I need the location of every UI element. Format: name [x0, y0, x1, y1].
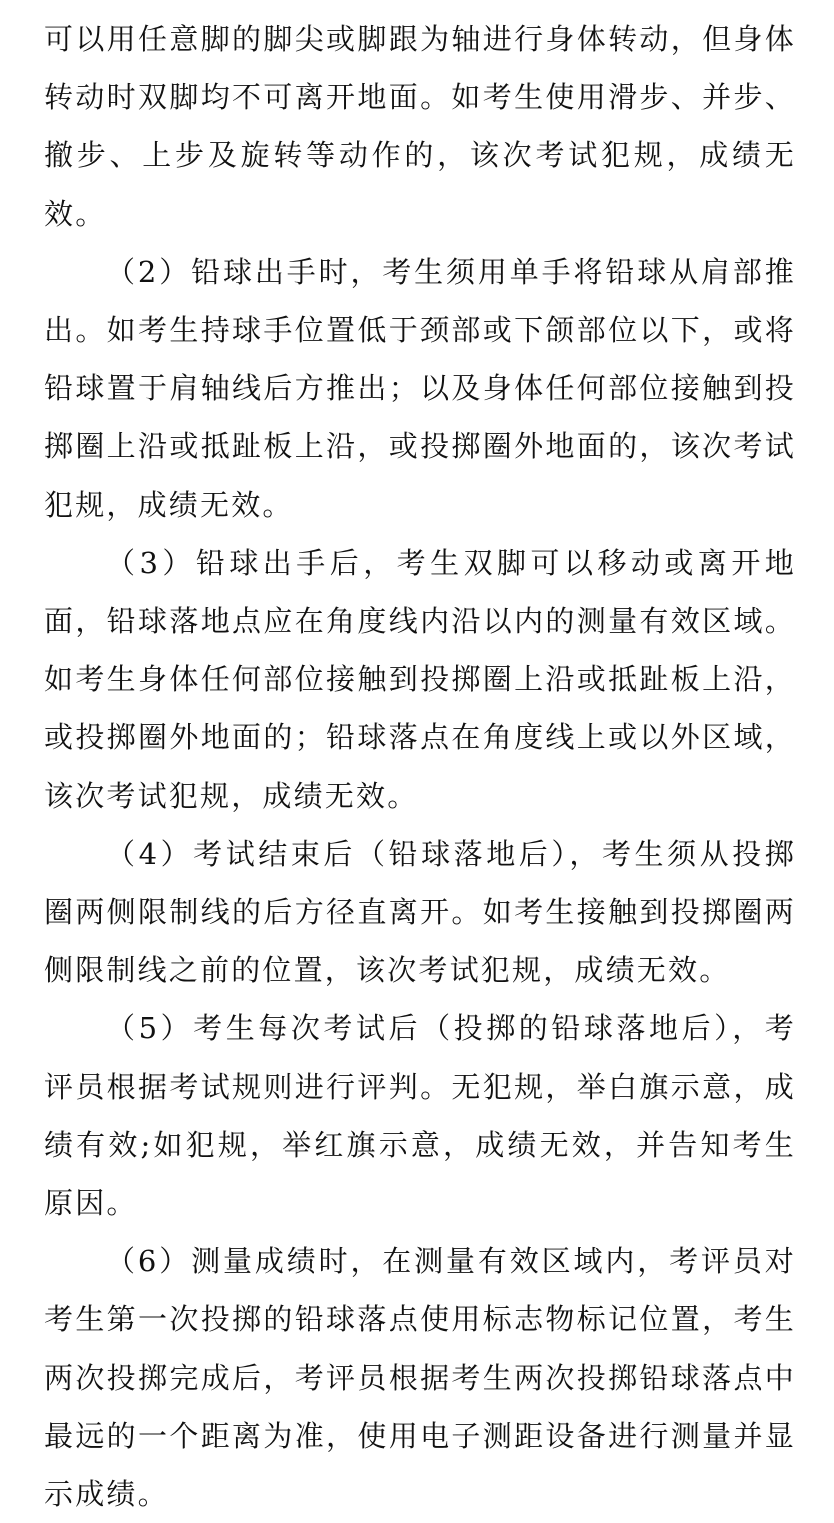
paragraph-continuation: 可以用任意脚的脚尖或脚跟为轴进行身体转动，但身体转动时双脚均不可离开地面。如考生使用滑步、并步、撤步、上步及旋转等动作的，该次考试犯规，成绩无效。 [44, 22, 796, 231]
paragraph-rule-2: （2）铅球出手时，考生须用单手将铅球从肩部推出。如考生持球手位置低于颈部或下颌部位以下，或将铅球置于肩轴线后方推出；以及身体任何部位接触到投掷圈上沿或抵趾板上沿，或投掷圈外地面的，该次考试犯规，成绩无效。 [44, 254, 796, 522]
paragraph-rule-6: （6）测量成绩时，在测量有效区域内，考评员对考生第一次投掷的铅球落点使用标志物标记位置，考生两次投掷完成后，考评员根据考生两次投掷铅球落点中最远的一个距离为准，使用电子测距设备进行测量并显示成绩。 [44, 1244, 796, 1512]
paragraph-rule-4: （4）考试结束后（铅球落地后），考生须从投掷圈两侧限制线的后方径直离开。如考生接触到投掷圈两侧限制线之前的位置，该次考试犯规，成绩无效。 [44, 836, 796, 988]
paragraph-rule-3: （3）铅球出手后，考生双脚可以移动或离开地面，铅球落地点应在角度线内沿以内的测量有效区域。如考生身体任何部位接触到投掷圈上沿或抵趾板上沿，或投掷圈外地面的；铅球落点在角度线上或以外区域，该次考试犯规，成绩无效。 [44, 545, 796, 813]
paragraph-rule-5: （5）考生每次考试后（投掷的铅球落地后），考评员根据考试规则进行评判。无犯规，举白旗示意，成绩有效;如犯规，举红旗示意，成绩无效，并告知考生原因。 [44, 1011, 796, 1221]
document-page [44, 10, 796, 1523]
